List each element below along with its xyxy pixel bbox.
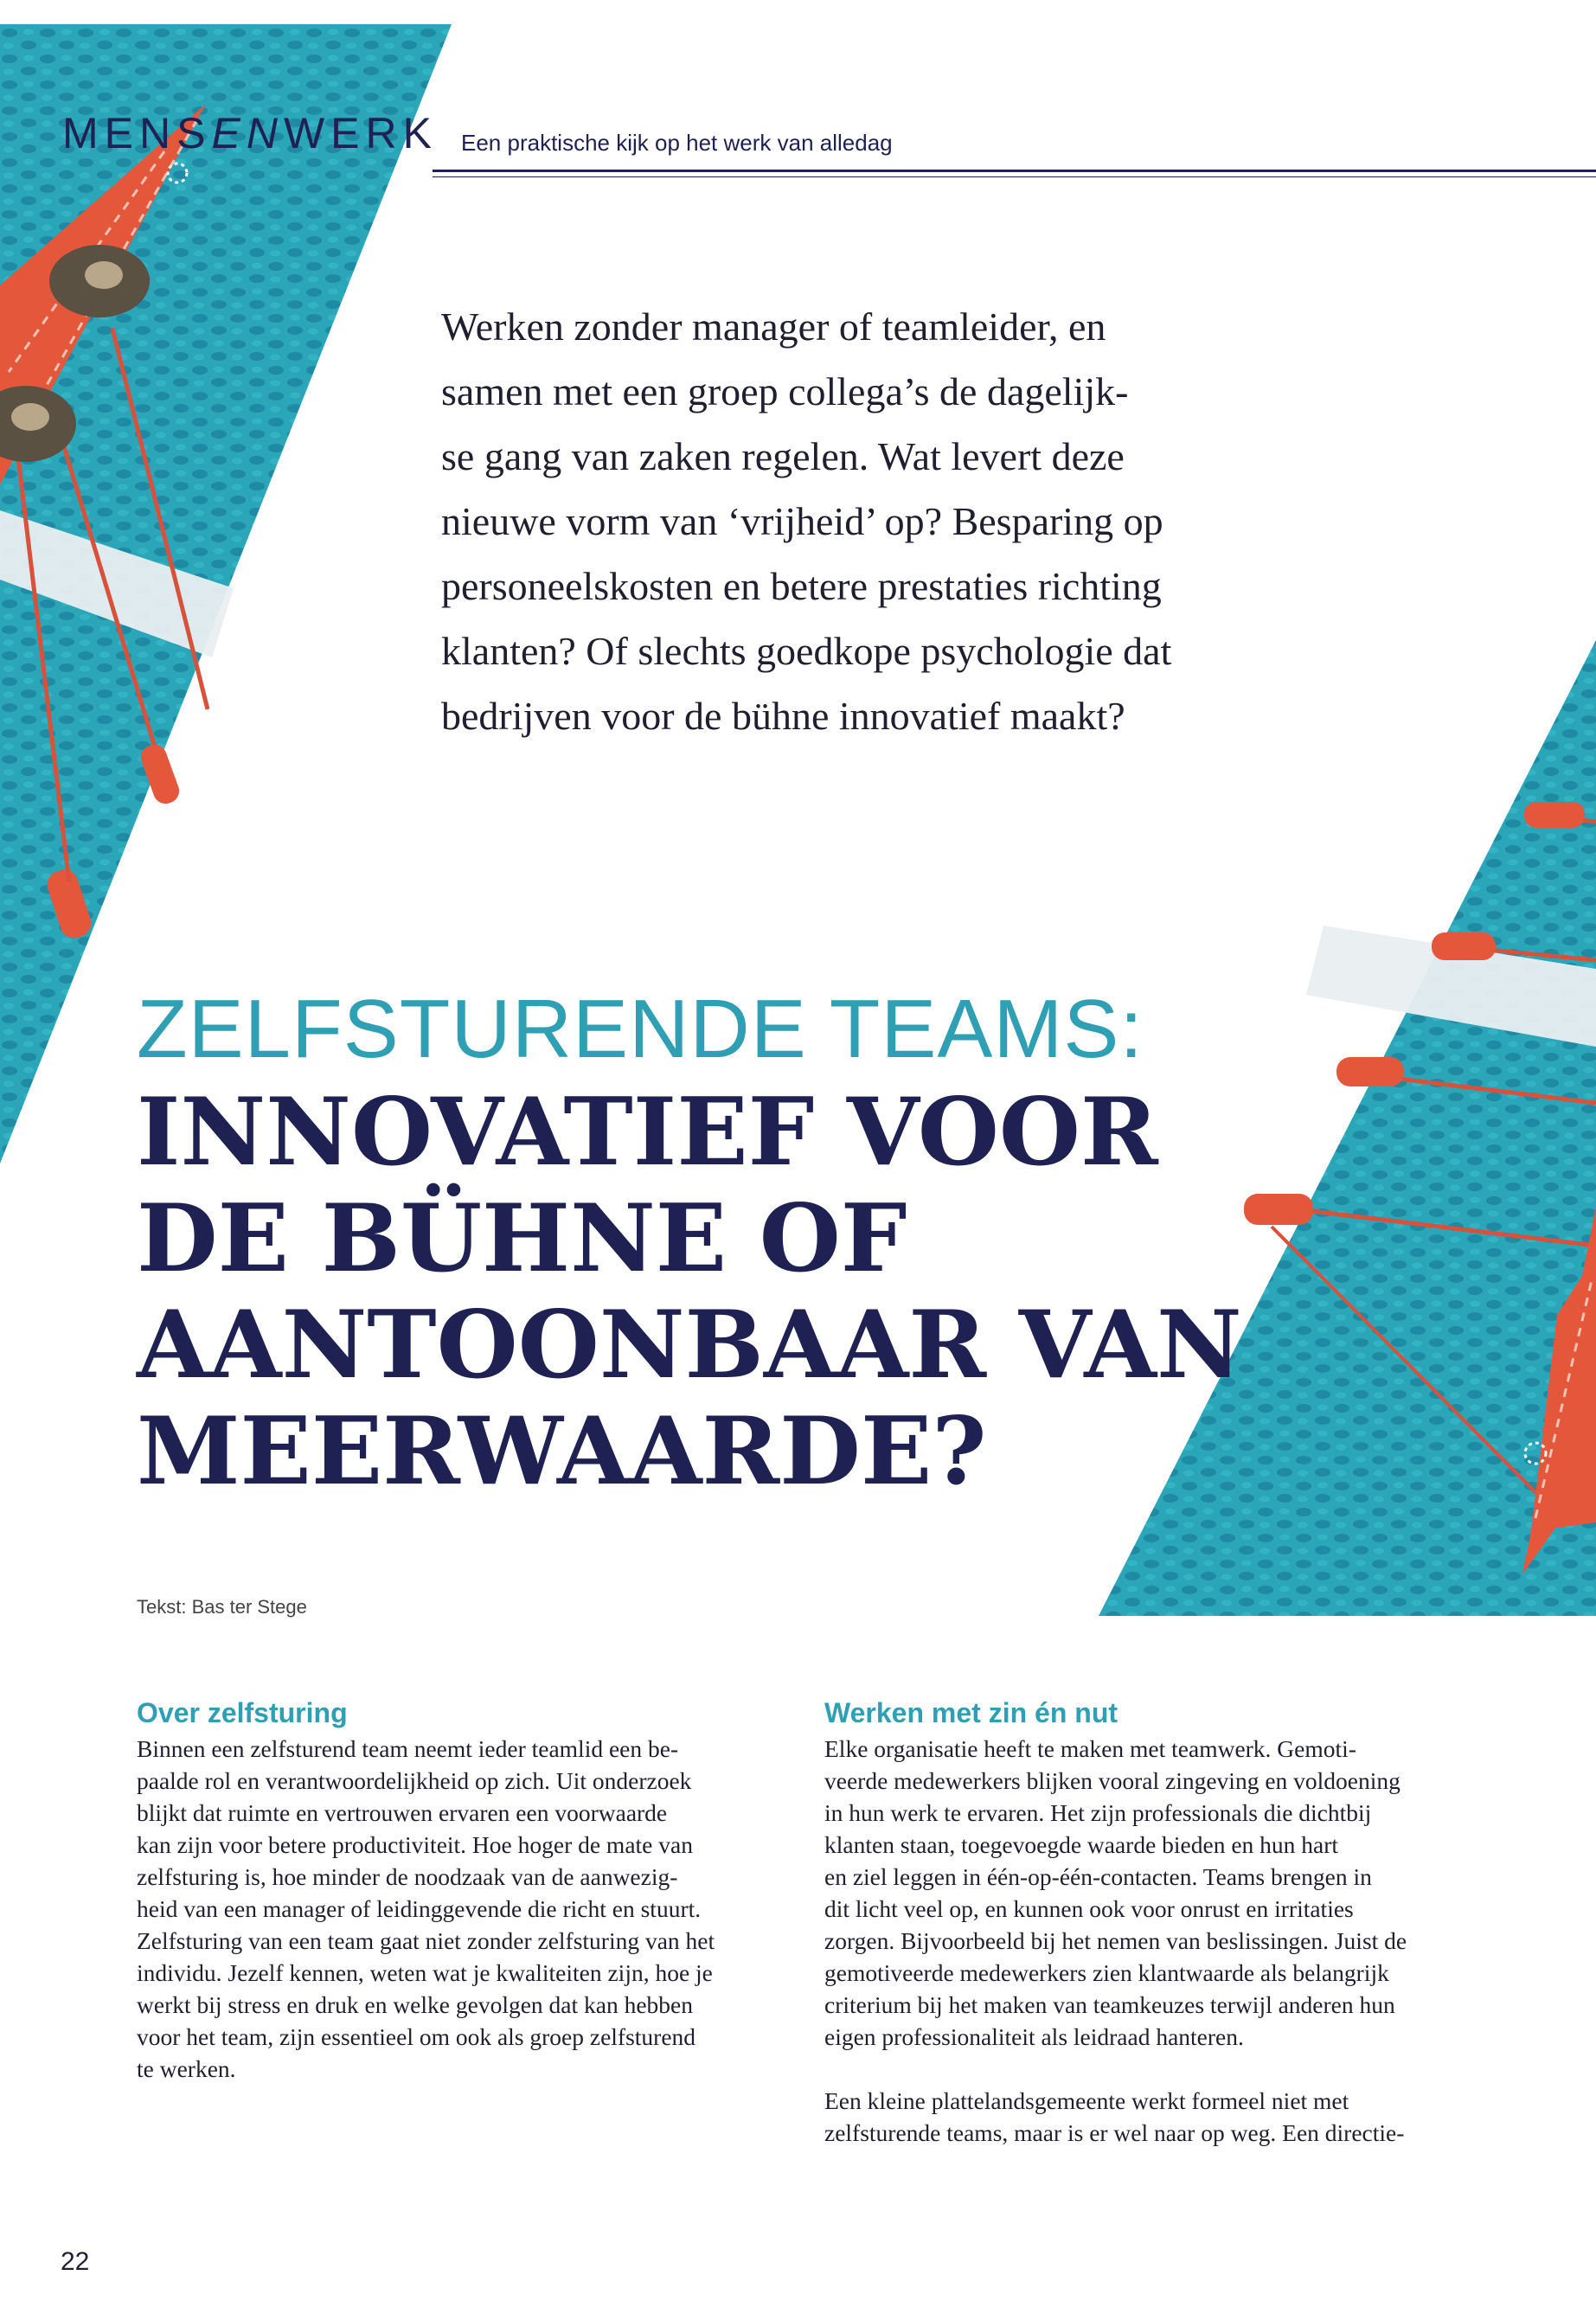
body-line: veerde medewerkers blijken vooral zingeving en voldoening [824,1767,1401,1794]
body-line: werkt bij stress en druk en welke gevolgen dat kan hebben [137,1991,694,2018]
headline-line: MEERWAARDE? [137,1397,987,1506]
body-line: Zelfsturing van een team gaat niet zonder zelfsturing van het [137,1927,715,1954]
headline-line: DE BÜHNE OF [137,1184,907,1293]
intro-line: personeelskosten en betere prestaties richting [441,564,1162,608]
body-line: kan zijn voor betere productiviteit. Hoe hoger de mate van [137,1831,693,1858]
body-line: Binnen een zelfsturend team neemt ieder teamlid een be- [137,1735,679,1762]
section-subtitle: Een praktische kijk op het werk van alledag [461,130,893,156]
column-left [137,1697,777,2085]
headline-kicker: ZELFSTURENDE TEAMS: [137,983,1144,1075]
intro-line: Werken zonder manager of teamleider, en [441,304,1106,349]
body-line: paalde rol en verantwoordelijkheid op zich. Uit onderzoek [137,1767,692,1794]
body-line: voor het team, zijn essentieel om ook als groep zelfsturend [137,2023,696,2050]
paragraph-gap [824,2053,1465,2085]
body-line: Elke organisatie heeft te maken met teamwerk. Gemoti- [824,1735,1356,1762]
body-line: blijkt dat ruimte en vertrouwen ervaren een voorwaarde [137,1799,668,1826]
column-right [824,1697,1465,2149]
body-line: Een kleine plattelandsgemeente werkt formeel niet met [824,2087,1349,2114]
column-heading: Over zelfsturing [137,1697,348,1728]
byline: Tekst: Bas ter Stege [137,1596,307,1618]
headline-title [137,1080,1242,1505]
header-rule [433,170,1596,172]
page-number: 22 [61,2247,90,2276]
body-line: eigen professionaliteit als leidraad hanteren. [824,2023,1244,2050]
body-line: klanten staan, toegevoegde waarde bieden en hun hart [824,1831,1339,1858]
body-line: criterium bij het maken van teamkeuzes terwijl anderen hun [824,1991,1395,2018]
body-line: zelfsturing is, hoe minder de noodzaak van de aanwezig- [137,1863,678,1890]
body-line: gemotiveerde medewerkers zien klantwaarde als belangrijk [824,1959,1389,1986]
body-line: individu. Jezelf kennen, weten wat je kwaliteiten zijn, hoe je [137,1959,713,1986]
body-line: heid van een manager of leidinggevende die richt en stuurt. [137,1895,702,1922]
body-line: in hun werk te ervaren. Het zijn professionals die dichtbij [824,1799,1372,1826]
body-line: zorgen. Bijvoorbeeld bij het nemen van beslissingen. Juist de [824,1927,1407,1954]
body-line: en ziel leggen in één-op-één-contacten. Teams brengen in [824,1863,1372,1890]
intro-line: samen met een groep collega’s de dagelijk- [441,369,1129,413]
section-title: MENSENWERK [62,109,438,157]
header-rule-thin [433,176,1596,177]
intro-paragraph [441,294,1289,748]
intro-line: klanten? Of slechts goedkope psychologie dat [441,629,1172,673]
column-heading: Werken met zin én nut [824,1697,1118,1728]
intro-line: nieuwe vorm van ‘vrijheid’ op? Besparing op [441,499,1163,543]
headline-line: INNOVATIEF VOOR [137,1078,1158,1187]
intro-line: bedrijven voor de bühne innovatief maakt? [441,694,1125,738]
body-line: dit licht veel op, en kunnen ook voor onrust en irritaties [824,1895,1354,1922]
body-line: zelfsturende teams, maar is er wel naar op weg. Een directie- [824,2119,1405,2146]
headline-line: AANTOONBAAR VAN [137,1291,1242,1400]
body-line: te werken. [137,2055,236,2082]
intro-line: se gang van zaken regelen. Wat levert deze [441,434,1125,478]
